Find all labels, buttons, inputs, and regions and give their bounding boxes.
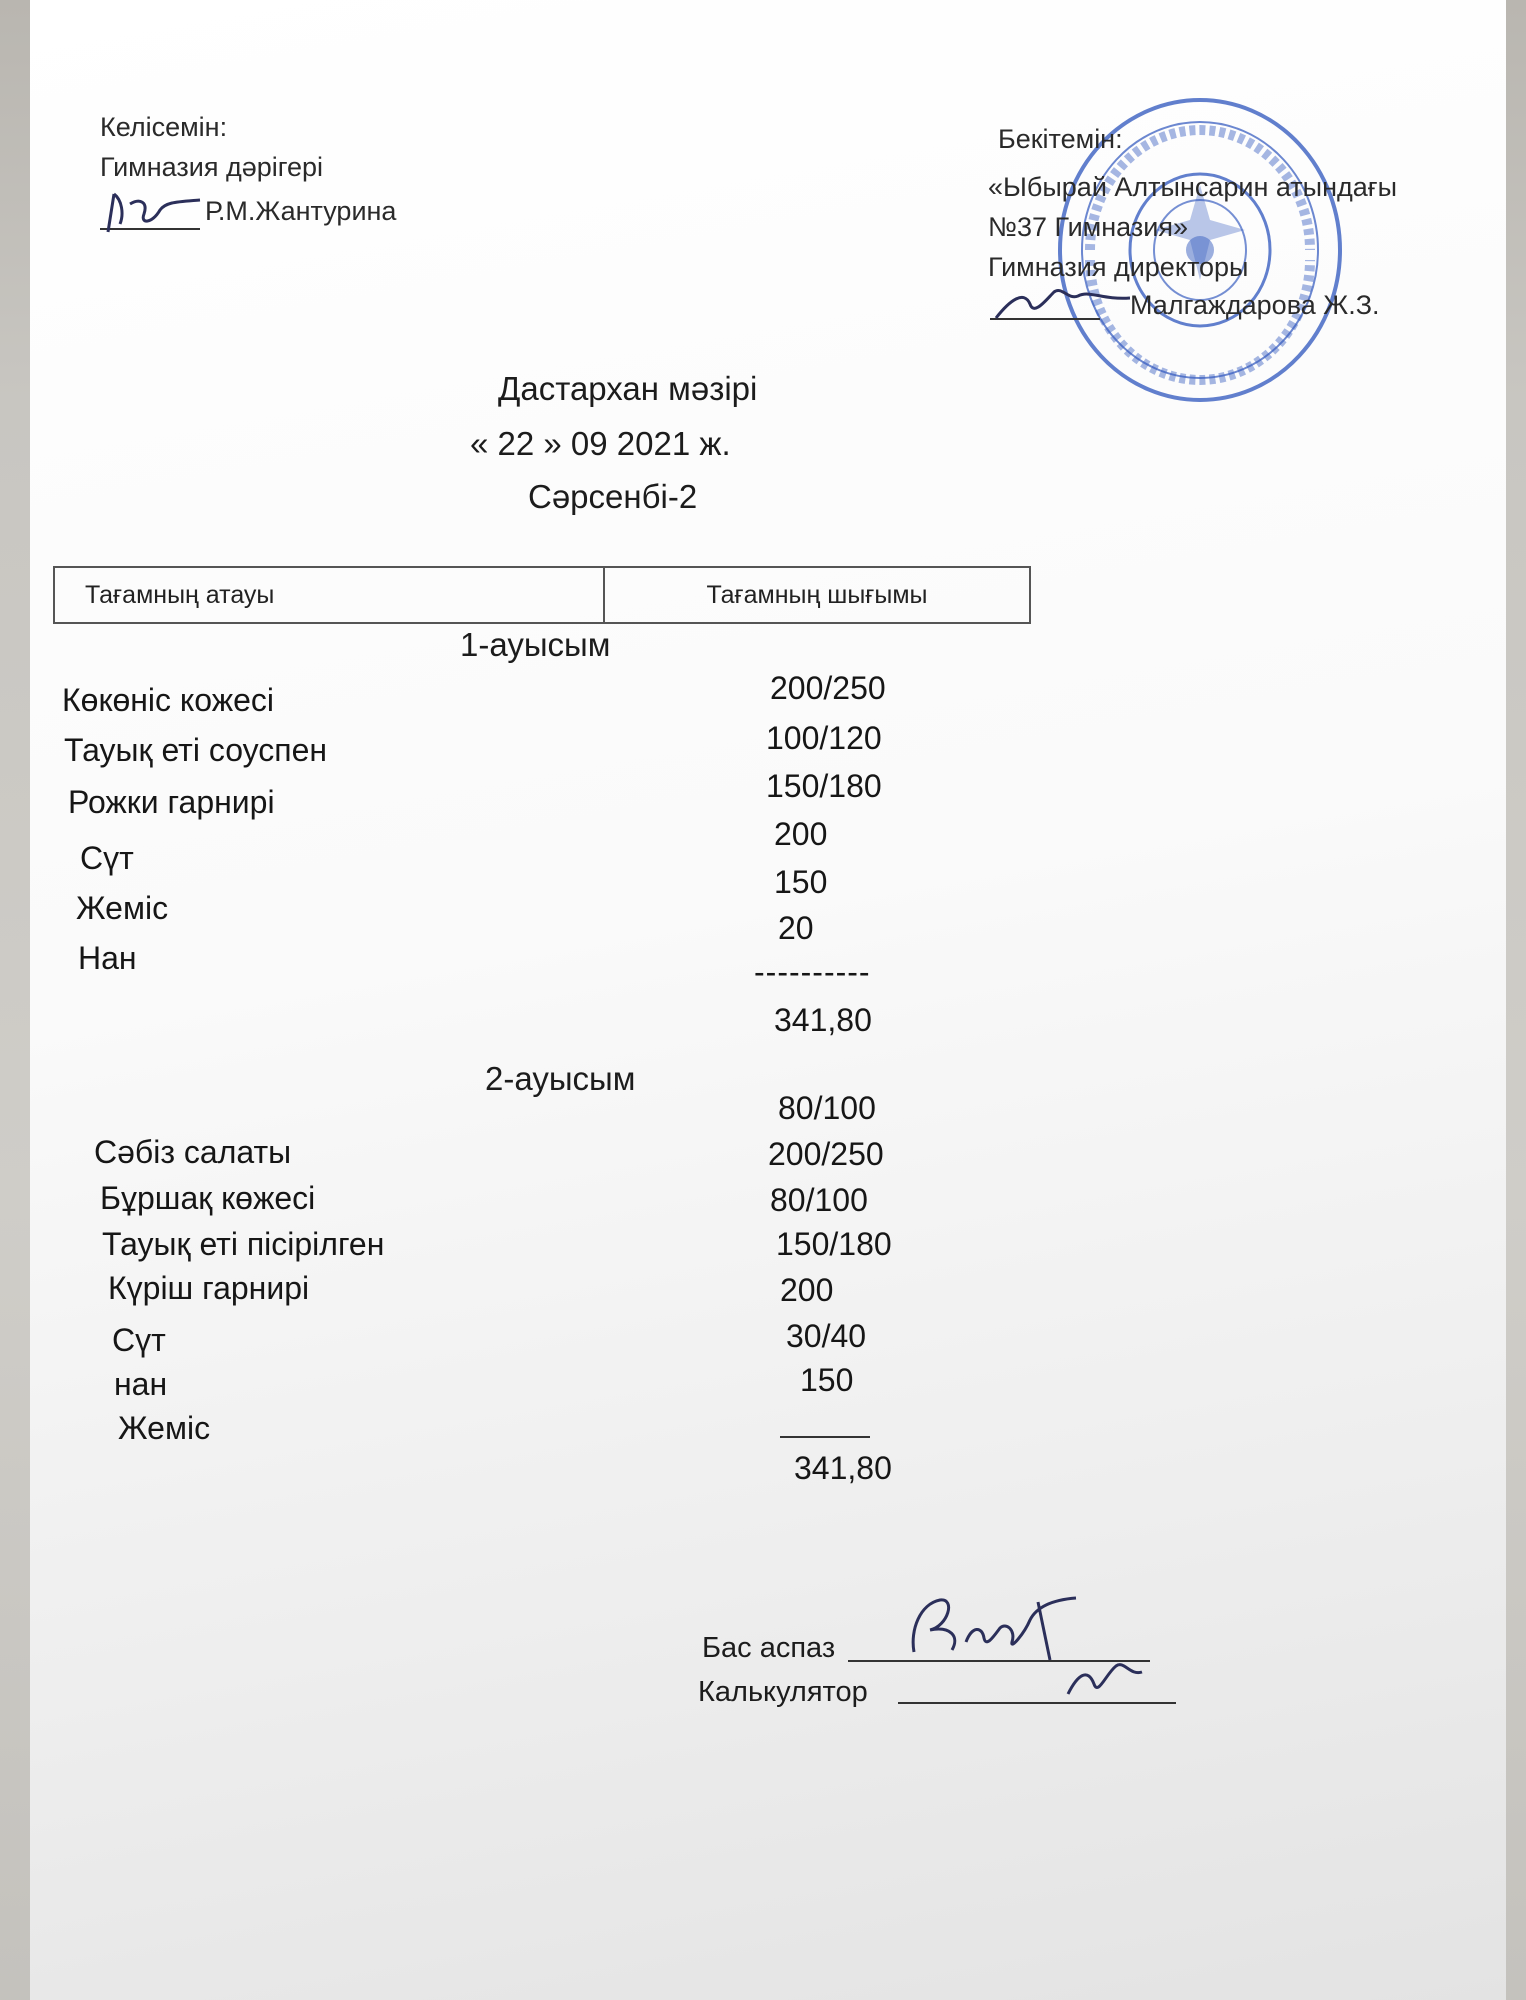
shift2-value: 150 (800, 1362, 854, 1398)
approval-right-school-number: №37 Гимназия» (988, 212, 1188, 242)
shift1-item: Сүт (80, 840, 134, 876)
shift2-value: 80/100 (778, 1090, 876, 1126)
director-name: Малгаждарова Ж.З. (1130, 290, 1380, 320)
shift2-item: Сәбіз салаты (94, 1134, 292, 1170)
shift2-item: Жеміс (118, 1410, 211, 1446)
shift1-value: 20 (778, 910, 814, 946)
shift1-item: Көкөніс кожесі (62, 682, 275, 718)
shift1-item: Тауық еті соуспен (64, 732, 328, 768)
column-header-name: Тағамның атауы (55, 568, 605, 622)
shift1-item: Жеміс (76, 890, 169, 926)
shift2-value: 200/250 (768, 1136, 884, 1172)
shift2-value: 80/100 (770, 1182, 868, 1218)
chef-label: Бас аспаз (702, 1632, 836, 1664)
shift2-item: Сүт (112, 1322, 166, 1358)
approval-right-school: «Ыбырай Алтынсарин атындағы (988, 172, 1398, 202)
doctor-signature (100, 180, 210, 240)
table-header (53, 566, 1031, 624)
menu-title: Дастархан мәзірі (498, 370, 758, 407)
document-page (30, 0, 1506, 2000)
approval-left-role: Гимназия дәрігері (100, 152, 324, 182)
approval-left-label: Келісемін: (100, 112, 228, 142)
shift2-value: 30/40 (786, 1318, 867, 1354)
shift2-total: 341,80 (794, 1450, 892, 1486)
shift2-item: Тауық еті пісірілген (102, 1226, 385, 1262)
shift2-total-line (780, 1436, 870, 1438)
shift1-item: Рожки гарнирі (68, 784, 275, 820)
shift2-value: 200 (780, 1272, 834, 1308)
approval-right-label: Бекітемін: (998, 124, 1123, 154)
shift1-value: 150 (774, 864, 828, 900)
doctor-name: Р.М.Жантурина (205, 196, 397, 226)
shift2-label: 2-ауысым (485, 1060, 636, 1097)
shift1-value: 100/120 (766, 720, 882, 756)
shift1-value: 200 (774, 816, 828, 852)
shift2-item: нан (114, 1366, 168, 1402)
shift2-item: Күріш гарнирі (108, 1270, 310, 1306)
menu-day: Сәрсенбі-2 (528, 478, 698, 515)
director-signature (990, 270, 1140, 330)
shift1-dashes: ---------- (754, 954, 871, 990)
shift1-value: 150/180 (766, 768, 882, 804)
calculator-signature (1060, 1644, 1150, 1704)
approval-right-role: Гимназия директоры (988, 252, 1249, 282)
shift2-value: 150/180 (776, 1226, 892, 1262)
calculator-label: Калькулятор (698, 1676, 868, 1708)
shift1-label: 1-ауысым (460, 626, 611, 663)
shift1-item: Нан (78, 940, 137, 976)
shift1-total: 341,80 (774, 1002, 872, 1038)
column-header-yield: Тағамның шығымы (706, 580, 928, 609)
menu-date: « 22 » 09 2021 ж. (470, 425, 731, 462)
shift2-item: Бұршақ көжесі (100, 1180, 316, 1216)
shift1-value: 200/250 (770, 670, 886, 706)
